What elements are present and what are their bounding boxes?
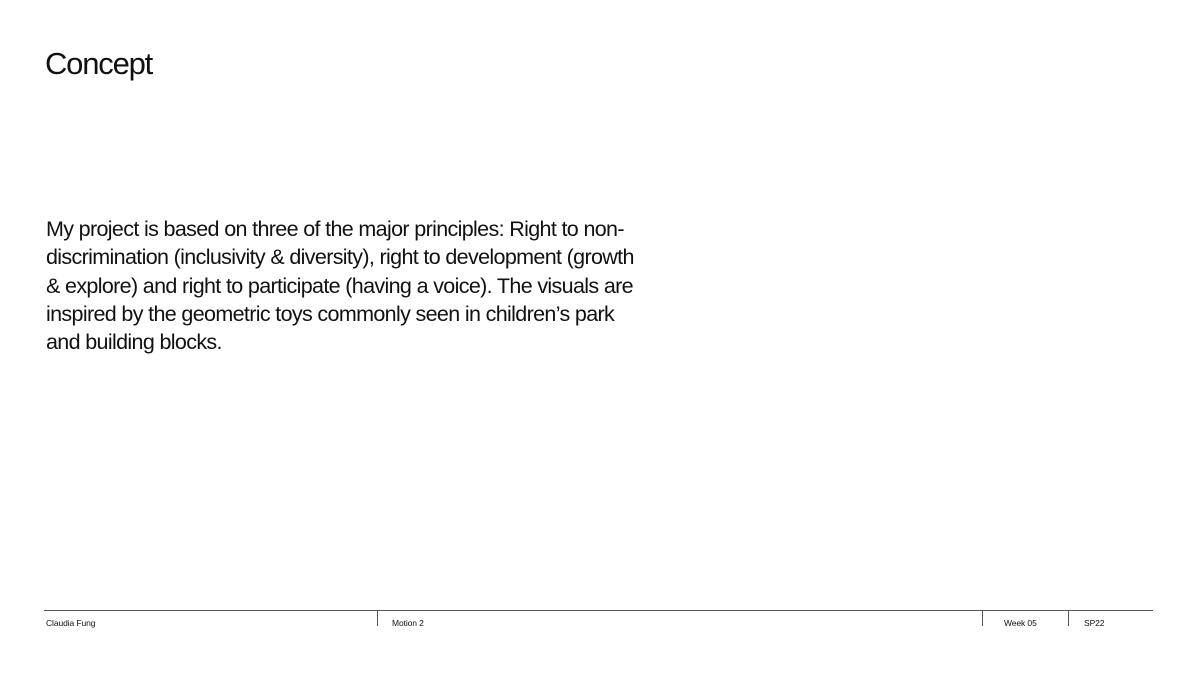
concept-paragraph: My project is based on three of the major principles: Right to non-discrimination (inclusivity & diversity), right to development (growth & explore) and right to participate (having a voice). The visuals are inspired by the geometric toys commonly seen in children’s park and building blocks.	[46, 217, 634, 355]
footer-term-cell	[1068, 611, 1154, 626]
slide-title: Concept	[45, 46, 153, 81]
footer-week: Week 05	[1004, 618, 1037, 628]
footer-week-cell	[982, 611, 1069, 626]
footer-term: SP22	[1084, 618, 1105, 628]
slide-footer	[44, 610, 1153, 627]
footer-course: Motion 2	[392, 618, 424, 628]
footer-author: Claudia Fung	[46, 618, 96, 628]
footer-author-cell	[44, 611, 377, 626]
footer-course-cell	[377, 611, 983, 626]
